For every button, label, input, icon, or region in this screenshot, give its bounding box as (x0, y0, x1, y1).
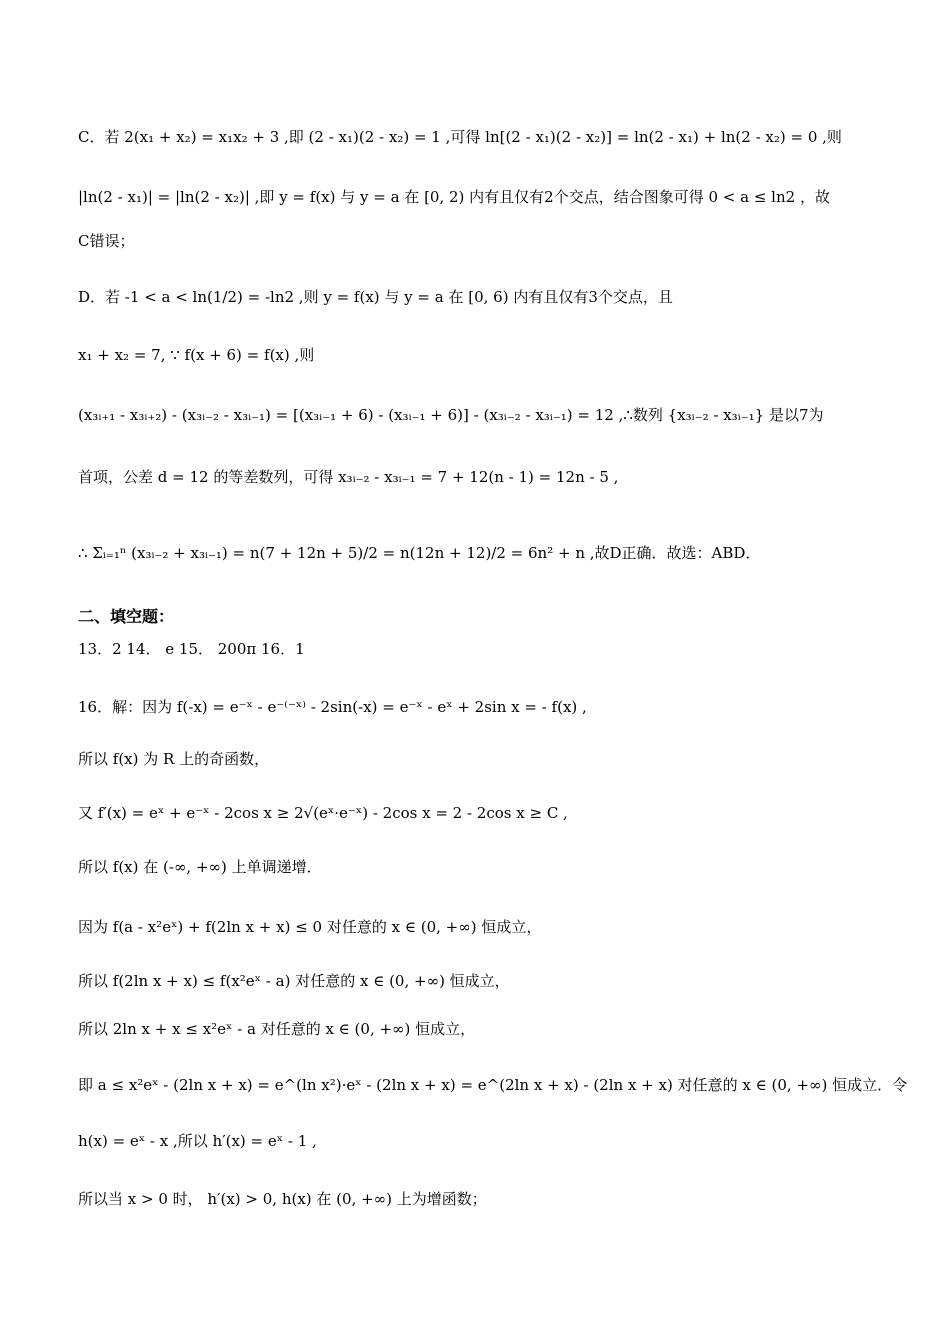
text-line-16-h-increasing: 所以当 x > 0 时， h′(x) > 0, h(x) 在 (0, +∞) 上为增函数； (78, 1190, 487, 1208)
text-line-d-condition: D．若 -1 < a < ln(1/2) = -ln2 ,则 y = f(x) 与 y = a 在 [0, 6) 内有且仅有3个交点，且 (78, 288, 673, 306)
text-line-16-odd-check: 16．解：因为 f(-x) = e⁻ˣ - e⁻⁽⁻ˣ⁾ - 2sin(-x) = e⁻ˣ - eˣ + 2sin x = - f(x) , (78, 698, 587, 716)
text-line-16-inequality-1: 因为 f(a - x²eˣ) + f(2ln x + x) ≤ 0 对任意的 x ∈ (0, +∞) 恒成立， (78, 918, 542, 936)
text-line-16-define-h: h(x) = eˣ - x ,所以 h′(x) = eˣ - 1 , (78, 1132, 317, 1150)
text-line-16-inequality-3: 所以 2ln x + x ≤ x²eˣ - a 对任意的 x ∈ (0, +∞) 恒成立， (78, 1020, 476, 1038)
text-line-d-period: x₁ + x₂ = 7, ∵ f(x + 6) = f(x) ,则 (78, 346, 315, 364)
section-heading-fill-in: 二、填空题： (78, 607, 175, 626)
text-line-d-arithmetic: 首项，公差 d = 12 的等差数列，可得 x₃ᵢ₋₂ - x₃ᵢ₋₁ = 7 + 12(n - 1) = 12n - 5 , (78, 468, 619, 486)
text-line-16-derivative: 又 f′(x) = eˣ + e⁻ˣ - 2cos x ≥ 2√(eˣ·e⁻ˣ) - 2cos x = 2 - 2cos x ≥ C , (78, 804, 568, 822)
text-line-d-summation: ∴ Σᵢ₌₁ⁿ (x₃ᵢ₋₂ + x₃ᵢ₋₁) = n(7 + 12n + 5)/2 = n(12n + 12)/2 = 6n² + n ,故D正确．故选：ABD． (78, 544, 761, 562)
text-line-16-inequality-2: 所以 f(2ln x + x) ≤ f(x²eˣ - a) 对任意的 x ∈ (0, +∞) 恒成立， (78, 972, 510, 990)
text-line-c-abs-equation: |ln(2 - x₁)| = |ln(2 - x₂)| ,即 y = f(x) 与 y = a 在 [0, 2) 内有且仅有2个交点，结合图象可得 0 < a ≤ ln2 ，故 (78, 188, 830, 206)
text-line-d-sequence: (x₃ᵢ₊₁ - x₃ᵢ₊₂) - (x₃ᵢ₋₂ - x₃ᵢ₋₁) = [(x₃ᵢ₋₁ + 6) - (x₃ᵢ₋₁ + 6)] - (x₃ᵢ₋₂ - x₃ᵢ₋₁) = 12 ,∴数列 {x₃ᵢ₋₂ - x₃ᵢ₋₁} 是以7为 (78, 406, 824, 424)
text-line-c-conclusion: C错误； (78, 232, 135, 250)
answers-line: 13．2 14． e 15． 200π 16．1 (78, 640, 305, 658)
text-line-16-inequality-4: 即 a ≤ x²eˣ - (2ln x + x) = e^(ln x²)·eˣ - (2ln x + x) = e^(2ln x + x) - (2ln x + x) 对任意的 x ∈ (0, +∞) 恒成立．令 (78, 1076, 908, 1094)
text-line-c-condition: C．若 2(x₁ + x₂) = x₁x₂ + 3 ,即 (2 - x₁)(2 - x₂) = 1 ,可得 ln[(2 - x₁)(2 - x₂)] = ln(2 - x₁) + ln(2 - x₂) = 0 ,则 (78, 128, 842, 146)
text-line-16-odd-function: 所以 f(x) 为 R 上的奇函数， (78, 750, 270, 768)
text-line-16-increasing: 所以 f(x) 在 (-∞, +∞) 上单调递增． (78, 858, 322, 876)
